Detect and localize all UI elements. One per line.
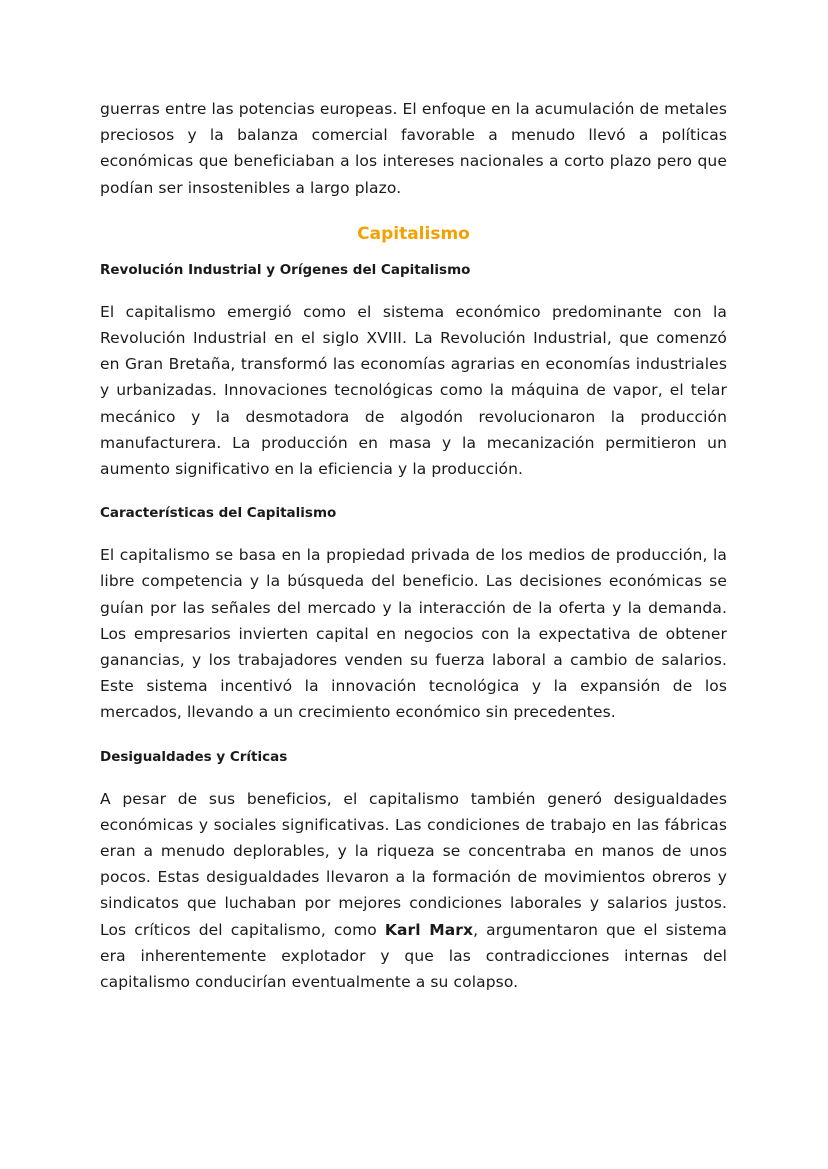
characteristics-paragraph: El capitalismo se basa en la propiedad privada de los medios de producción, la libre competencia y la búsqueda del beneficio. Las decisiones económicas se guían por las señales del mercado y la interacción de la oferta y la demanda. Los empresarios invierten capital en negocios con la expectativa de obtener ganancias, y los trabajadores venden su fuerza laboral a cambio de salarios. Este sistema incentivó la innovación tecnológica y la expansión de los mercados, llevando a un crecimiento económico sin precedentes.	[100, 546, 727, 722]
origins-paragraph: El capitalismo emergió como el sistema económico predominante con la Revolución Industrial en el siglo XVIII. La Revolución Industrial, que comenzó en Gran Bretaña, transformó las economías agrarias en economías industriales y urbanizadas. Innovaciones tecnológicas como la máquina de vapor, el telar mecánico y la desmotadora de algodón revolucionaron la producción manufacturera. La producción en masa y la mecanización permitieron un aumento significativo en la eficiencia y la producción.	[100, 302, 727, 479]
intro-paragraph: guerras entre las potencias europeas. El enfoque en la acumulación de metales preciosos y la balanza comercial favorable a menudo llevó a políticas económicas que beneficiaban a los intereses nacionales a corto plazo pero que podían ser insostenibles a largo plazo.	[100, 100, 727, 197]
characteristics-heading: Características del Capitalismo	[100, 505, 337, 522]
origins-heading: Revolución Industrial y Orígenes del Capitalismo	[100, 261, 471, 278]
inequalities-text-part2: , argumentaron que el sistema era inherentemente explotador y que las contradicciones internas del capitalismo conducirían eventualmente a su colapso.	[100, 920, 727, 992]
inequalities-text-part1: A pesar de sus beneficios, el capitalismo también generó desigualdades económicas y sociales significativas. Las condiciones de trabajo en las fábricas eran a menudo deplorables, y la riqueza se concentraba en manos de unos pocos. Estas desigualdades llevaron a la formación de movimientos obreros y sindicatos que luchaban por mejores condiciones laborales y salarios justos. Los críticos del capitalismo, como	[100, 789, 727, 939]
section-title: Capitalismo	[357, 223, 470, 244]
inequalities-paragraph	[100, 786, 727, 996]
inequalities-heading: Desigualdades y Críticas	[100, 748, 288, 765]
karl-marx-highlight: Karl Marx	[384, 920, 474, 939]
document-page	[100, 96, 727, 995]
